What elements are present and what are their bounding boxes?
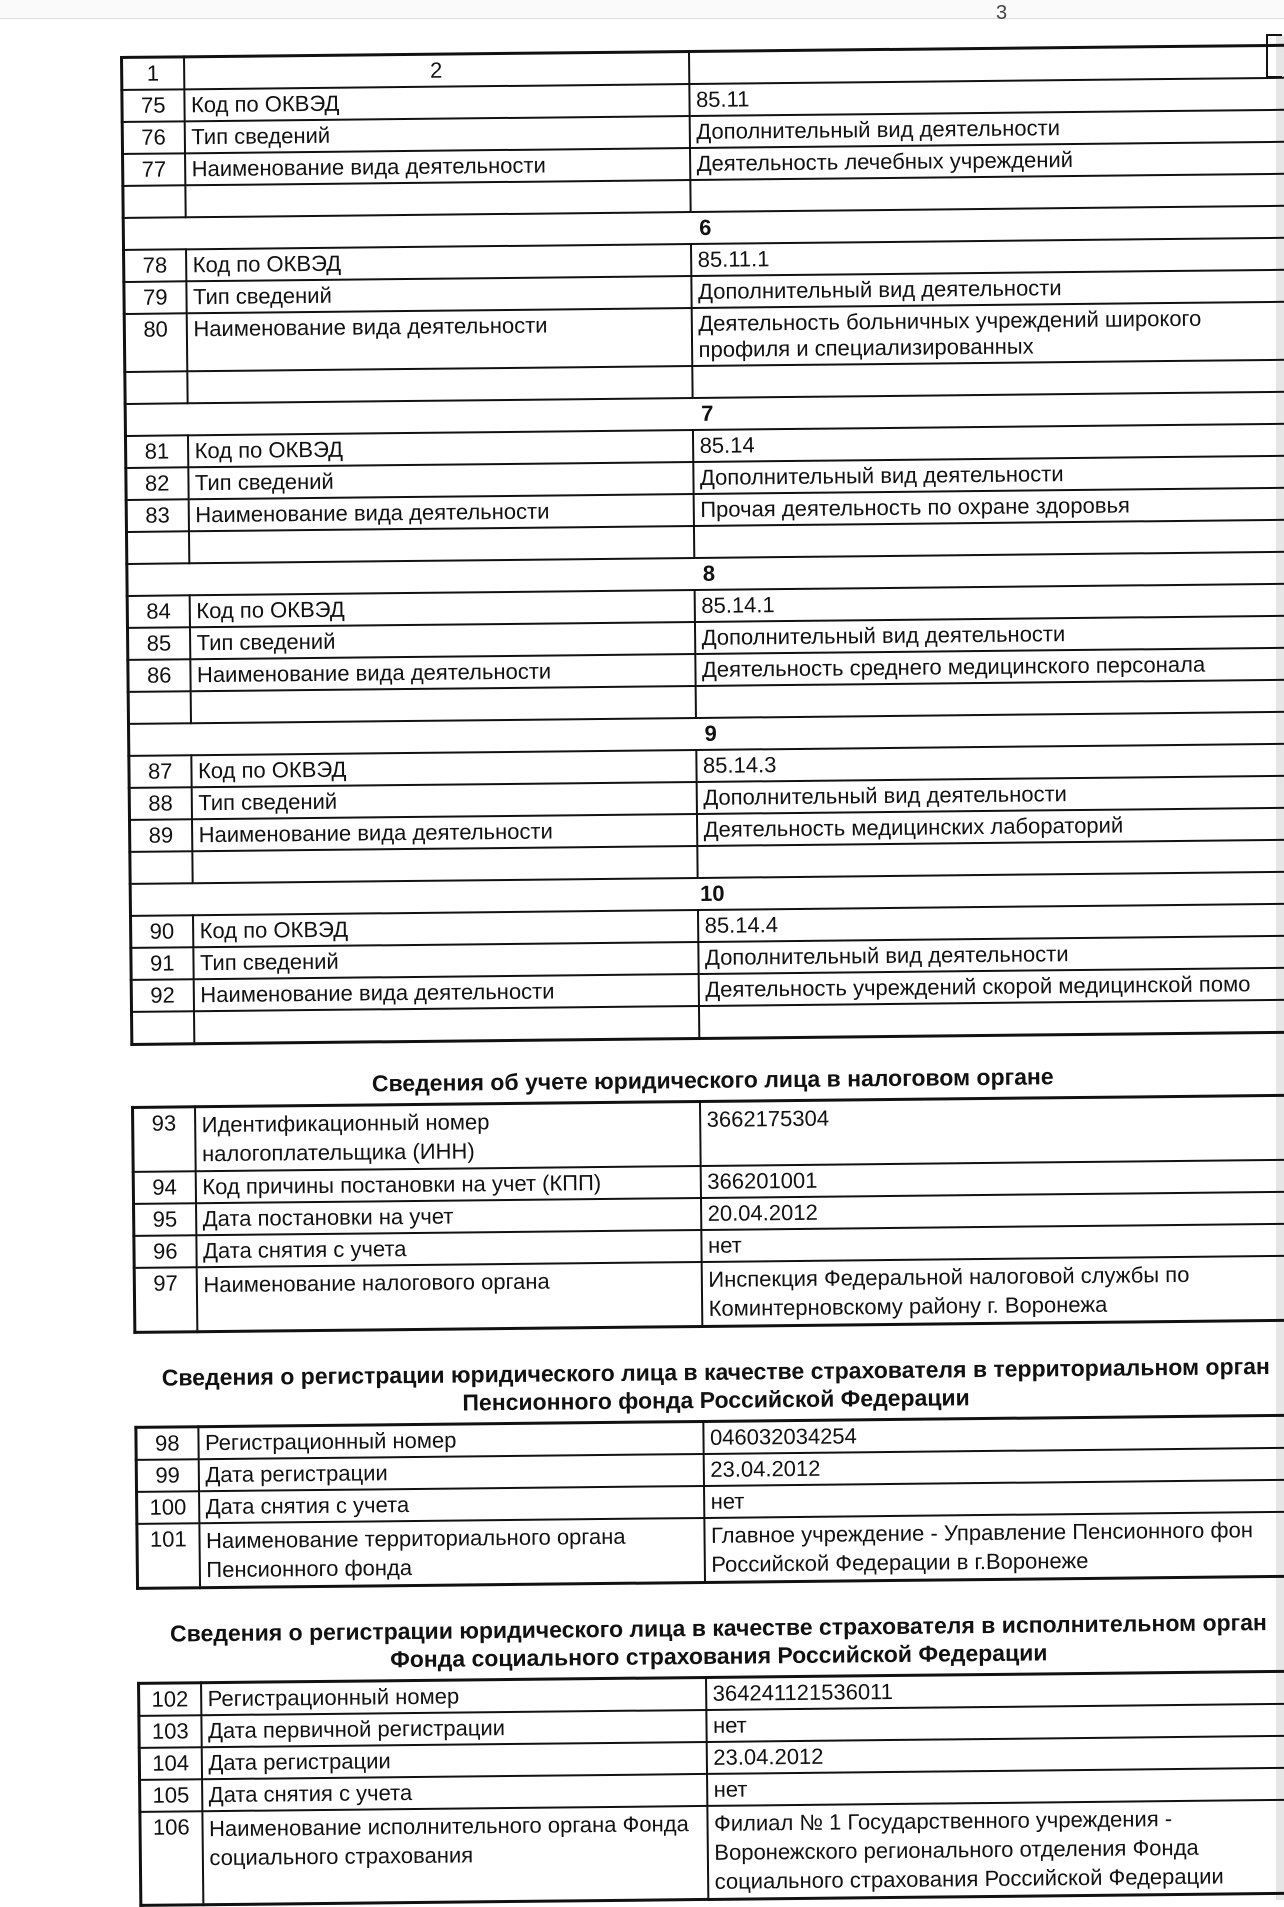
row-value: нет	[701, 1224, 1284, 1262]
row-value: 85.14.4	[697, 904, 1284, 942]
row-number: 88	[129, 787, 191, 820]
row-value: Дополнительный вид деятельности	[691, 270, 1284, 308]
row-label: Код причины постановки на учет (КПП)	[195, 1166, 700, 1203]
row-label: Код по ОКВЭД	[191, 750, 696, 787]
row-value: Деятельность лечебных учреждений	[689, 142, 1284, 180]
row-number: 77	[123, 153, 185, 186]
row-label: Дата снятия с учета	[199, 1486, 704, 1523]
header-col-1: 1	[122, 57, 184, 90]
table-row	[140, 1800, 1284, 1906]
spacer-cell	[192, 846, 697, 883]
row-value: 23.04.2012	[703, 1448, 1284, 1486]
row-number: 85	[127, 627, 189, 660]
row-label: Тип сведений	[193, 942, 698, 979]
row-label: Наименование вида деятельности	[191, 814, 696, 851]
row-value: Дополнительный вид деятельности	[693, 456, 1284, 494]
row-label: Код по ОКВЭД	[189, 590, 694, 627]
row-label: Наименование налогового органа	[196, 1262, 702, 1332]
tax-table	[131, 1094, 1284, 1334]
row-number: 89	[130, 819, 192, 852]
row-number: 106	[140, 1811, 203, 1905]
row-number: 83	[126, 499, 188, 532]
row-label: Дата постановки на учет	[196, 1198, 701, 1235]
row-number: 90	[131, 915, 193, 948]
row-value: 046032034254	[703, 1415, 1284, 1454]
row-value: Главное учреждение - Управление Пенсионного фон Российской Федерации в г.Воронеже	[704, 1512, 1284, 1583]
row-value: Дополнительный вид деятельности	[696, 776, 1284, 814]
row-number: 76	[122, 121, 184, 154]
pension-section-title	[134, 1352, 1284, 1420]
row-number: 86	[128, 659, 190, 692]
row-label: Код по ОКВЭД	[187, 430, 692, 467]
row-value: нет	[707, 1768, 1284, 1806]
row-value: 85.11	[689, 78, 1284, 116]
group-number: 8	[127, 552, 1284, 596]
pension-title-line2: Пенсионного фонда Российской Федерации	[462, 1384, 970, 1416]
fss-section-title	[136, 1608, 1284, 1676]
row-number: 91	[131, 947, 193, 980]
row-label: Код по ОКВЭД	[184, 84, 689, 121]
row-label: Дата первичной регистрации	[201, 1710, 706, 1747]
row-label: Код по ОКВЭД	[193, 910, 698, 947]
row-label: Дата снятия с учета	[196, 1230, 701, 1267]
fss-title-line1: Сведения о регистрации юридического лица в качестве страхователя в исполнительном орган	[169, 1609, 1268, 1647]
row-value: 3662175304	[699, 1095, 1284, 1166]
row-value: Филиал № 1 Государственного учреждения - Воронежского регионального отделения Фонда социального страхования Российской Федерации	[707, 1800, 1284, 1900]
row-number: 75	[122, 89, 184, 122]
tax-section-title: Сведения об учете юридического лица в налоговом органе	[371, 1063, 1054, 1097]
group-number: 9	[128, 712, 1284, 756]
row-label: Наименование вида деятельности	[186, 308, 692, 371]
spacer-cell	[130, 851, 192, 884]
row-number: 98	[136, 1427, 198, 1460]
row-label: Наименование вида деятельности	[185, 148, 690, 185]
okved-table	[120, 44, 1284, 1046]
row-number: 105	[140, 1779, 202, 1812]
group-number: 10	[130, 872, 1284, 916]
row-label: Тип сведений	[189, 622, 694, 659]
spacer-cell	[190, 686, 695, 723]
row-value: 20.04.2012	[700, 1192, 1284, 1230]
spacer-cell	[128, 691, 190, 724]
row-value: нет	[704, 1480, 1284, 1518]
row-number: 81	[125, 435, 187, 468]
row-value: 85.14.1	[694, 584, 1284, 622]
table-row	[133, 1095, 1284, 1172]
row-number: 84	[127, 595, 189, 628]
row-label: Наименование вида деятельности	[193, 974, 698, 1011]
spacer-cell	[188, 526, 693, 563]
row-label: Наименование территориального органа Пенсионного фонда	[199, 1518, 705, 1588]
row-value: Дополнительный вид деятельности	[694, 616, 1284, 654]
row-number: 78	[124, 249, 186, 282]
spacer-cell	[126, 531, 188, 564]
group-number: 6	[123, 206, 1284, 250]
row-label: Тип сведений	[191, 782, 696, 819]
spacer-cell	[123, 185, 185, 218]
pension-table	[134, 1414, 1284, 1590]
row-label: Код по ОКВЭД	[186, 244, 691, 281]
row-value: 85.14.3	[696, 744, 1284, 782]
header-col-2: 2	[184, 52, 689, 90]
row-value: 23.04.2012	[706, 1736, 1284, 1774]
row-label: Дата снятия с учета	[202, 1774, 707, 1811]
row-value: 364241121536011	[706, 1671, 1284, 1710]
row-value: Прочая деятельность по охране здоровья	[693, 488, 1284, 526]
row-number: 80	[124, 313, 187, 372]
row-label: Дата регистрации	[198, 1454, 703, 1491]
top-edge	[0, 0, 1284, 19]
pension-title-line1: Сведения о регистрации юридического лица в качестве страхователя в территориальном орган	[161, 1353, 1270, 1391]
row-number: 100	[137, 1491, 199, 1524]
row-number: 103	[139, 1715, 201, 1748]
fss-table	[137, 1670, 1284, 1907]
row-number: 101	[137, 1523, 200, 1588]
row-number: 94	[133, 1171, 195, 1204]
row-value: 85.14	[692, 424, 1284, 462]
page-number: 3	[996, 2, 1008, 24]
row-value: Деятельность медицинских лабораторий	[696, 808, 1284, 846]
row-value: 85.11.1	[691, 238, 1284, 276]
row-number: 93	[133, 1107, 196, 1172]
group-number: 7	[125, 392, 1284, 436]
row-value: Дополнительный вид деятельности	[689, 110, 1284, 148]
table-row	[134, 1256, 1284, 1333]
row-number: 79	[124, 281, 186, 314]
row-number: 97	[134, 1267, 197, 1332]
row-number: 96	[134, 1235, 196, 1268]
spacer-cell	[187, 366, 692, 403]
spacer-cell	[125, 371, 187, 404]
row-value: Деятельность учреждений скорой медицинской помо	[698, 968, 1284, 1006]
spacer-cell	[185, 180, 690, 217]
row-number: 95	[134, 1203, 196, 1236]
row-label: Идентификационный номер налогоплательщика (ИНН)	[195, 1101, 701, 1171]
row-label: Тип сведений	[186, 276, 691, 313]
row-value: Дополнительный вид деятельности	[698, 936, 1284, 974]
table-row	[137, 1512, 1284, 1589]
row-label: Регистрационный номер	[201, 1677, 706, 1715]
row-label: Тип сведений	[188, 462, 693, 499]
row-value: 366201001	[700, 1160, 1284, 1198]
row-number: 102	[139, 1683, 201, 1716]
row-number: 92	[131, 979, 193, 1012]
row-label: Наименование исполнительного органа Фонда социального страхования	[202, 1806, 708, 1905]
row-number: 87	[129, 755, 191, 788]
row-label: Наименование вида деятельности	[190, 654, 695, 691]
row-label: Регистрационный номер	[198, 1421, 703, 1459]
document-body	[120, 44, 1284, 1907]
spacer-cell	[194, 1006, 699, 1044]
row-value: нет	[706, 1704, 1284, 1742]
row-number: 99	[136, 1459, 198, 1492]
row-label: Дата регистрации	[201, 1742, 706, 1779]
spacer-cell	[132, 1011, 194, 1044]
row-label: Наименование вида деятельности	[188, 494, 693, 531]
row-value: Инспекция Федеральной налоговой службы по Коминтерновскому району г. Воронежа	[701, 1256, 1284, 1327]
row-number: 104	[139, 1747, 201, 1780]
row-value: Деятельность больничных учреждений широкого профиля и специализированных	[691, 302, 1284, 366]
spacer-cell	[698, 1000, 1284, 1039]
row-value: Деятельность среднего медицинского персонала	[695, 648, 1284, 686]
row-label: Тип сведений	[184, 116, 689, 153]
fss-title-line2: Фонда социального страхования Российской Федерации	[389, 1639, 1048, 1673]
row-number: 82	[126, 467, 188, 500]
